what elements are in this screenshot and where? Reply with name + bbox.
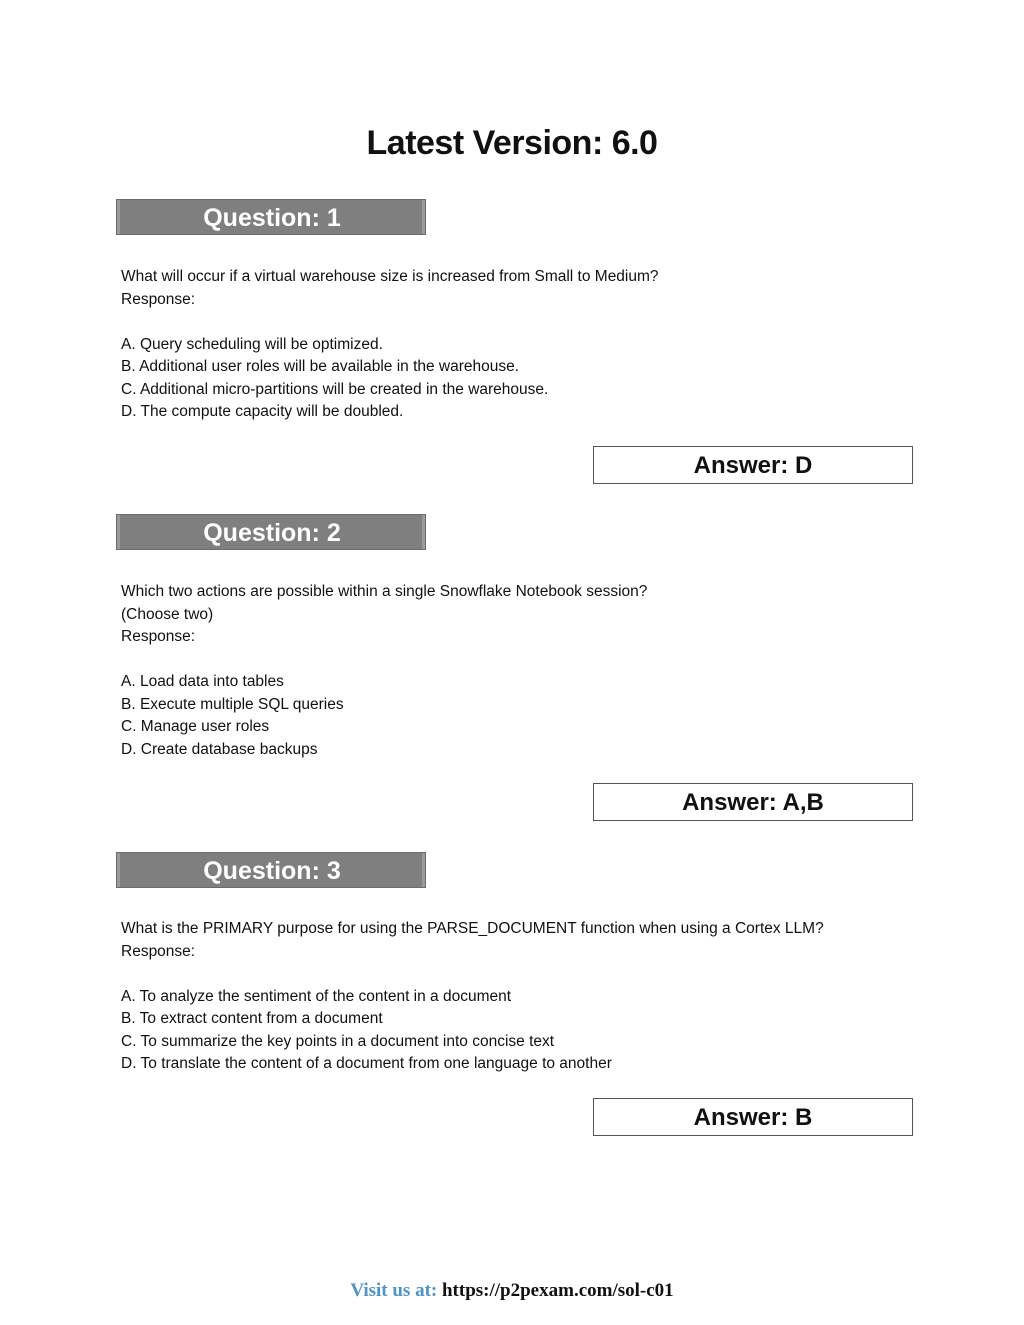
answer-box: Answer: A,B (593, 783, 913, 821)
option-a: A. Query scheduling will be optimized. (121, 335, 383, 353)
answer-box: Answer: D (593, 446, 913, 484)
question-header (116, 852, 426, 888)
footer-visit-label: Visit us at: (350, 1280, 438, 1301)
question-prompt-line: Which two actions are possible within a single Snowflake Notebook session? (121, 583, 648, 600)
question-header (116, 514, 426, 550)
option-c: C. Manage user roles (121, 718, 270, 735)
page-footer (0, 1280, 1024, 1302)
question-prompt-line: What is the PRIMARY purpose for using the PARSE_DOCUMENT function when using a Cortex LLM? (121, 920, 824, 937)
answer-box: Answer: B (593, 1098, 913, 1136)
option-d: D. Create database backups (121, 740, 318, 758)
option-b: B. Execute multiple SQL queries (121, 695, 344, 713)
question-header-label: Question: 1 (203, 204, 341, 232)
question-body (121, 918, 921, 1076)
option-d: D. To translate the content of a document from one language to another (121, 1055, 612, 1072)
option-d: D. The compute capacity will be doubled. (121, 403, 404, 420)
option-a: A. To analyze the sentiment of the content in a document (121, 987, 512, 1005)
question-header-label: Question: 3 (203, 857, 341, 885)
question-prompt-line: Response: (121, 942, 196, 960)
page-title: Latest Version: 6.0 (366, 124, 658, 162)
question-prompt-line: What will occur if a virtual warehouse size is increased from Small to Medium? (121, 268, 659, 285)
question-header (116, 199, 426, 235)
option-c: C. Additional micro-partitions will be created in the warehouse. (121, 380, 549, 398)
question-prompt-line: Response: (121, 290, 196, 308)
footer-url-link[interactable]: https://p2pexam.com/sol-c01 (441, 1280, 674, 1301)
option-c: C. To summarize the key points in a document into concise text (121, 1032, 555, 1050)
question-prompt-line: Response: (121, 628, 196, 645)
option-a: A. Load data into tables (121, 673, 284, 690)
question-prompt-line: (Choose two) (121, 605, 214, 623)
question-body (121, 581, 921, 761)
option-b: B. Additional user roles will be available in the warehouse. (121, 358, 520, 375)
question-body (121, 266, 921, 424)
question-header-label: Question: 2 (203, 519, 341, 547)
option-b: B. To extract content from a document (121, 1010, 383, 1027)
